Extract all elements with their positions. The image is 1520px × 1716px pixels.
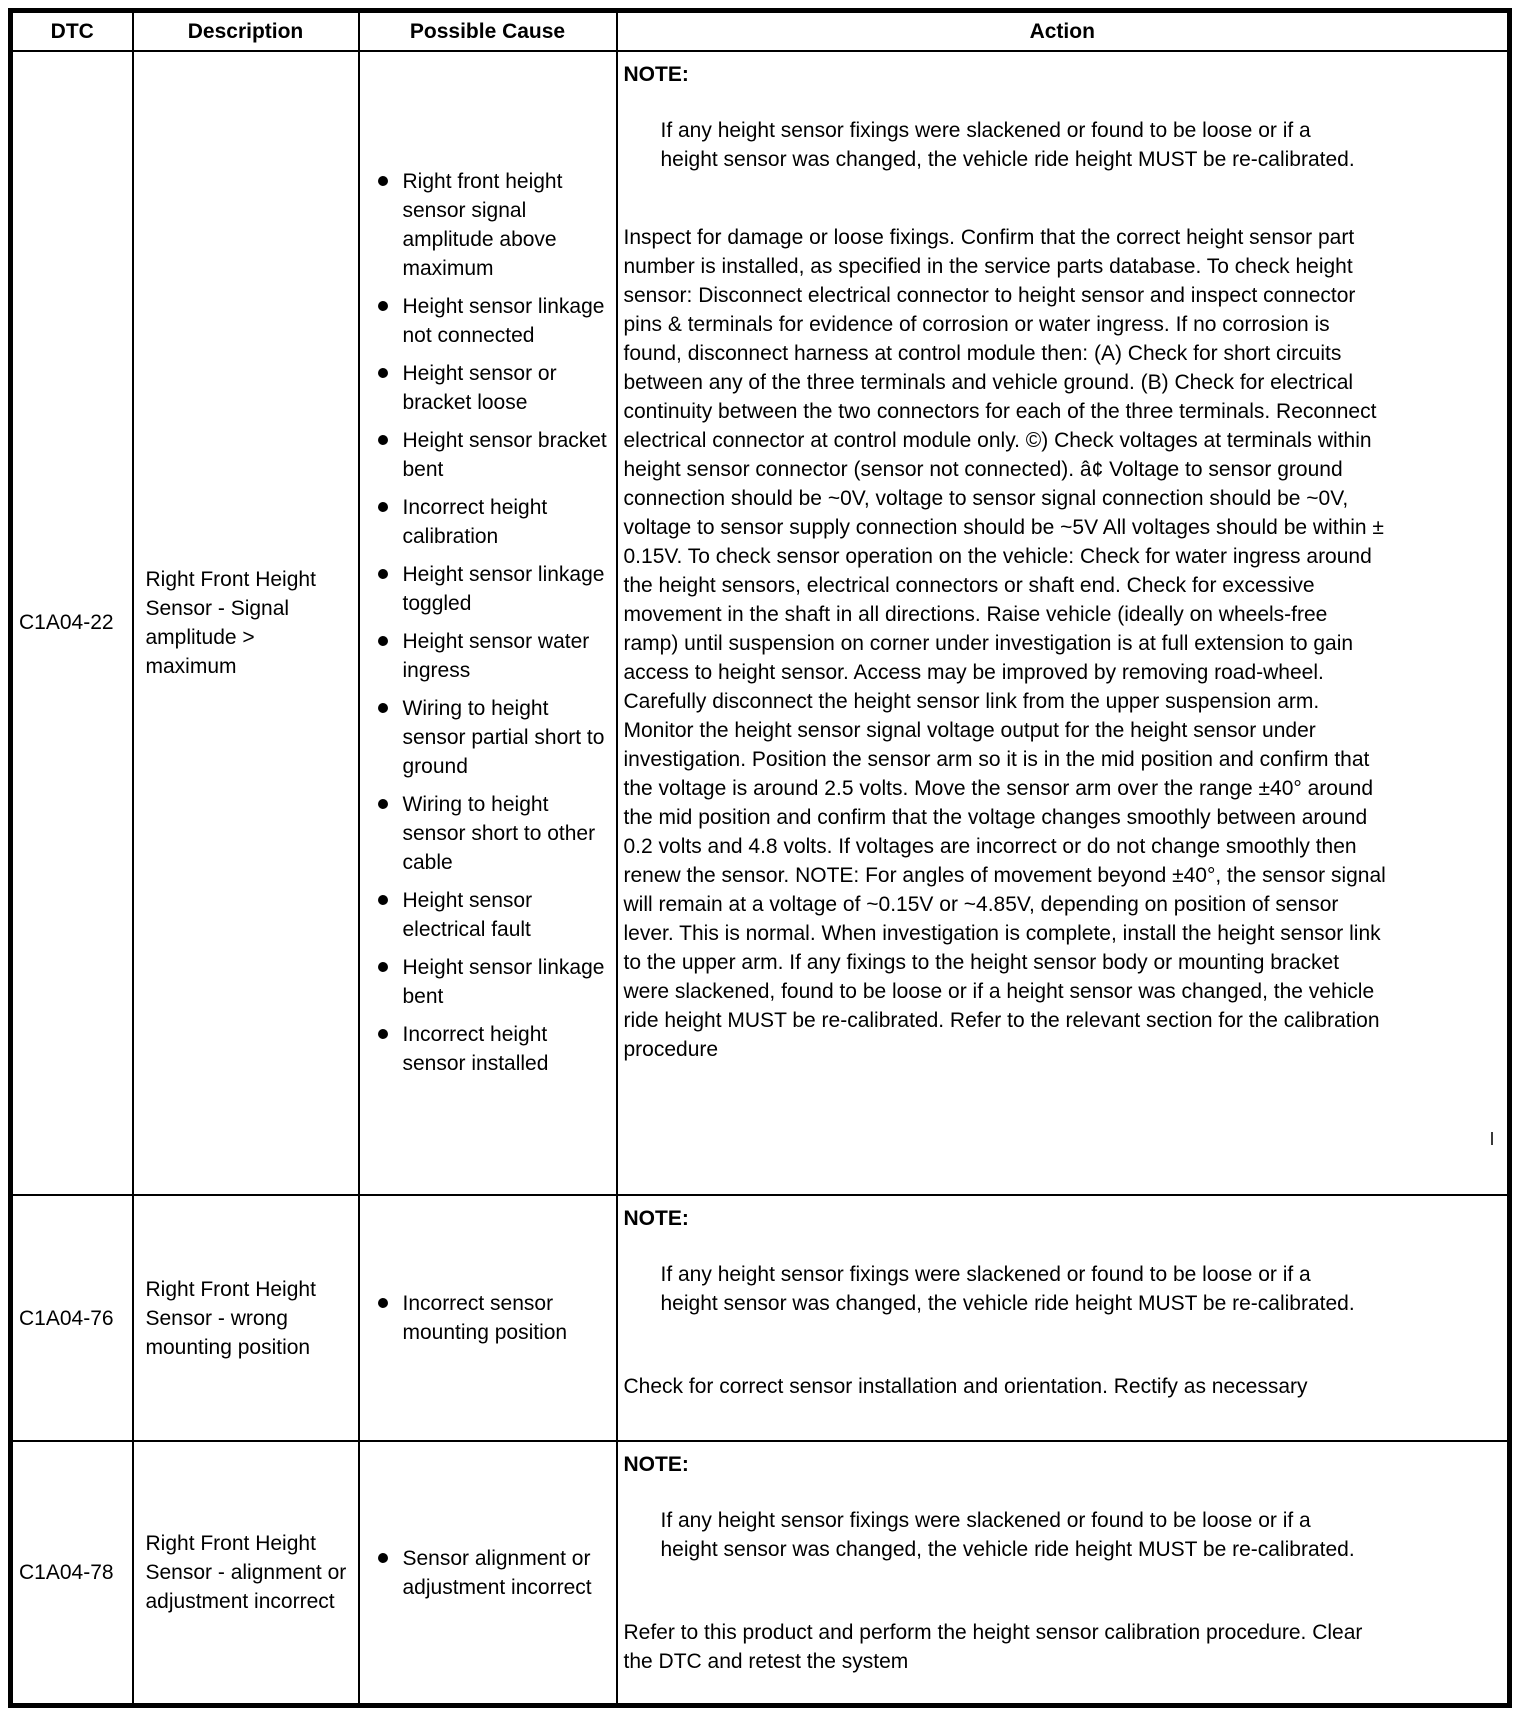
cause-item <box>378 560 610 618</box>
bullet-icon <box>378 1029 388 1039</box>
bullet-icon <box>378 895 388 905</box>
cause-text: Height sensor linkage bent <box>402 956 605 1009</box>
bullet-icon <box>378 962 388 972</box>
action-cell <box>617 1195 1510 1441</box>
dtc-code: C1A04-76 <box>11 1195 133 1441</box>
bullet-icon <box>378 703 388 713</box>
possible-cause-cell <box>359 1195 617 1441</box>
dtc-table <box>8 8 1512 1708</box>
table-row <box>11 51 1510 1196</box>
bullet-icon <box>378 368 388 378</box>
bullet-icon <box>378 1553 388 1563</box>
cause-item <box>378 886 610 944</box>
dtc-code: C1A04-78 <box>11 1441 133 1705</box>
col-header-action: Action <box>617 11 1510 51</box>
bullet-icon <box>378 1298 388 1308</box>
cause-item <box>378 790 610 877</box>
cause-item <box>378 1020 610 1078</box>
col-header-possible-cause: Possible Cause <box>359 11 617 51</box>
possible-cause-cell <box>359 1441 617 1705</box>
action-cell <box>617 1441 1510 1705</box>
possible-cause-list <box>378 167 610 1078</box>
bullet-icon <box>378 502 388 512</box>
cause-text: Height sensor linkage toggled <box>402 563 605 616</box>
note-text: If any height sensor fixings were slackened or found to be loose or if a height sensor was changed, the vehicle ride height MUST be re-calibrated. <box>660 1263 1355 1316</box>
cause-item <box>378 167 610 283</box>
action-cell <box>617 51 1510 1196</box>
table-row <box>11 1441 1510 1705</box>
cause-text: Wiring to height sensor short to other cable <box>402 793 596 875</box>
note-label: NOTE: <box>623 1207 689 1231</box>
cause-text: Height sensor water ingress <box>402 630 590 683</box>
action-text: Inspect for damage or loose fixings. Confirm that the correct height sensor part number is installed, as specified in the service parts database. To check height sensor: Disconnect electrical connector to height sensor and inspect connector pins & terminals for evidence of corrosion or water ingress. If no corrosion is found, disconnect harness at control module then: (A) Check for short circuits between any of the three terminals and vehicle ground. (B) Check for electrical continuity between the two connectors for each of the three terminals. Reconnect electrical connector at control module only. ©) Check voltages at terminals within height sensor connector (sensor not connected). â¢ Voltage to sensor ground connection should be ~0V, voltage to sensor signal connection should be ~0V, voltage to sensor supply connection should be ~5V All voltages should be within ± 0.15V. To check sensor operation on the vehicle: Check for water ingress around the height sensors, electrical connectors or shaft end. Check for excessive movement in the shaft in all directions. Raise vehicle (ideally on wheels-free ramp) until suspension on corner under investigation is at full extension to gain access to height sensor. Access may be improved by removing road-wheel. Carefully disconnect the height sensor link from the upper suspension arm. Monitor the height sensor signal voltage output for the height sensor under investigation. Position the sensor arm so it is in the mid position and confirm that the voltage is around 2.5 volts. Move the sensor arm over the range ±40° around the mid position and confirm that the voltage changes smoothly between around 0.2 volts and 4.8 volts. If voltages are incorrect or do not change smoothly then renew the sensor. NOTE: For angles of movement beyond ±40°, the sensor signal will remain at a voltage of ~0.15V or ~4.85V, depending on position of sensor lever. This is normal. When investigation is complete, install the height sensor link to the upper arm. If any fixings to the height sensor body or mounting bracket were slackened, found to be loose or if a height sensor was changed, the vehicle ride height MUST be re-calibrated. Refer to the relevant section for the calibration procedure <box>623 225 1386 1061</box>
cause-text: Height sensor bracket bent <box>402 429 607 482</box>
table-header-row <box>11 11 1510 51</box>
bullet-icon <box>378 435 388 445</box>
dtc-description: Right Front Height Sensor - wrong mounting position <box>133 1195 359 1441</box>
cause-item <box>378 426 610 484</box>
cause-item <box>378 359 610 417</box>
cause-text: Wiring to height sensor partial short to ground <box>402 697 605 779</box>
scan-artifact-mark <box>1491 1132 1493 1145</box>
bullet-icon <box>378 176 388 186</box>
cause-item <box>378 292 610 350</box>
cause-item <box>378 953 610 1011</box>
note-text: If any height sensor fixings were slackened or found to be loose or if a height sensor was changed, the vehicle ride height MUST be re-calibrated. <box>660 1509 1355 1562</box>
cause-item <box>378 1289 610 1347</box>
bullet-icon <box>378 636 388 646</box>
cause-text: Incorrect sensor mounting position <box>402 1292 568 1345</box>
cause-item <box>378 493 610 551</box>
possible-cause-list <box>378 1544 610 1602</box>
bullet-icon <box>378 569 388 579</box>
possible-cause-list <box>378 1289 610 1347</box>
cause-item <box>378 694 610 781</box>
table-row <box>11 1195 1510 1441</box>
col-header-description: Description <box>133 11 359 51</box>
bullet-icon <box>378 799 388 809</box>
cause-text: Height sensor electrical fault <box>402 889 533 942</box>
cause-text: Right front height sensor signal amplitude above maximum <box>402 170 563 281</box>
cause-item <box>378 627 610 685</box>
note-label: NOTE: <box>623 62 689 86</box>
cause-text: Incorrect height calibration <box>402 496 548 549</box>
note-text: If any height sensor fixings were slackened or found to be loose or if a height sensor was changed, the vehicle ride height MUST be re-calibrated. <box>660 118 1355 171</box>
cause-text: Height sensor linkage not connected <box>402 295 605 348</box>
possible-cause-cell <box>359 51 617 1196</box>
dtc-code: C1A04-22 <box>11 51 133 1196</box>
cause-text: Incorrect height sensor installed <box>402 1023 549 1076</box>
dtc-description: Right Front Height Sensor - Signal amplitude > maximum <box>133 51 359 1196</box>
bullet-icon <box>378 301 388 311</box>
dtc-description: Right Front Height Sensor - alignment or adjustment incorrect <box>133 1441 359 1705</box>
col-header-dtc: DTC <box>11 11 133 51</box>
action-text: Refer to this product and perform the height sensor calibration procedure. Clear the DTC and retest the system <box>623 1621 1363 1674</box>
cause-item <box>378 1544 610 1602</box>
cause-text: Sensor alignment or adjustment incorrect <box>402 1546 592 1599</box>
action-text: Check for correct sensor installation and orientation. Rectify as necessary <box>623 1375 1308 1399</box>
note-label: NOTE: <box>623 1453 689 1477</box>
cause-text: Height sensor or bracket loose <box>402 362 557 415</box>
